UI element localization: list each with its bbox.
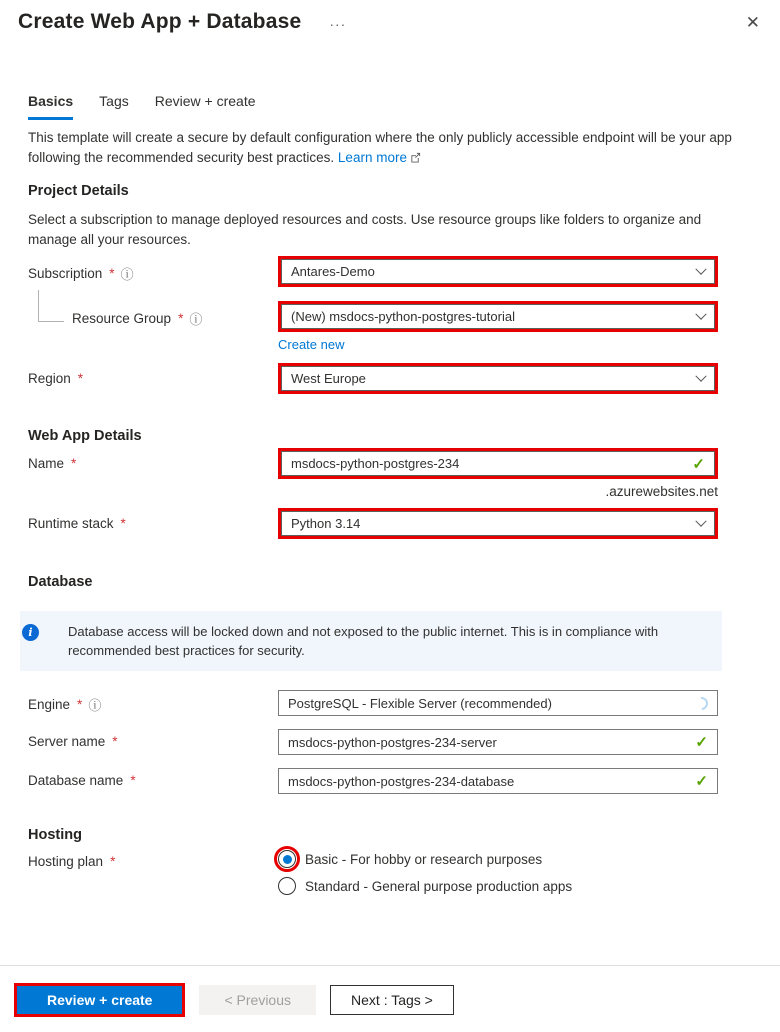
resource-group-row [28,301,718,332]
engine-field[interactable]: PostgreSQL - Flexible Server (recommended) [278,690,718,716]
annotation-highlight [278,363,718,394]
database-info-text: Database access will be locked down and not exposed to the public internet. This is in compliance with recommended best practices for security. [68,624,659,658]
tab-basics[interactable]: Basics [28,93,73,120]
radio-button-icon [278,877,296,895]
resource-group-dropdown[interactable]: (New) msdocs-python-postgres-tutorial [281,304,715,329]
valid-check-icon: ✓ [695,734,708,751]
annotation-highlight [278,256,718,287]
tab-review-create[interactable]: Review + create [154,93,256,109]
footer-divider [0,965,780,966]
name-row [28,448,718,479]
server-name-input[interactable]: msdocs-python-postgres-234-server ✓ [278,729,718,755]
chevron-down-icon [695,263,706,274]
loading-spinner-icon [692,694,710,712]
valid-check-icon: ✓ [695,773,708,790]
subscription-label: Subscription * ⓘ [28,266,134,283]
required-asterisk: * [130,773,136,788]
database-heading: Database [28,574,93,590]
region-dropdown[interactable]: West Europe [281,366,715,391]
more-options-icon[interactable]: ··· [329,16,347,32]
hosting-plan-radio-basic[interactable] [278,850,718,868]
database-name-input[interactable]: msdocs-python-postgres-234-database ✓ [278,768,718,794]
annotation-highlight [14,983,185,1017]
annotation-highlight [274,846,300,872]
required-asterisk: * [178,311,184,326]
close-icon[interactable]: ✕ [745,13,760,32]
annotation-highlight [278,508,718,539]
project-details-heading: Project Details [28,183,129,199]
wizard-tabs [28,93,256,120]
template-description-text: This template will create a secure by default configuration where the only publicly accessible endpoint will be your app following the recommended security best practices. [28,130,732,165]
required-asterisk: * [77,697,83,712]
previous-button[interactable]: < Previous [199,985,316,1015]
radio-label: Basic - For hobby or research purposes [305,851,543,867]
required-asterisk: * [120,516,126,531]
engine-row [28,690,718,716]
region-row [28,363,718,394]
footer-actions [14,983,454,1017]
info-icon[interactable]: ⓘ [120,268,134,283]
hosting-heading: Hosting [28,827,82,843]
chevron-down-icon [695,515,706,526]
annotation-highlight [278,301,718,332]
required-asterisk: * [110,854,116,869]
required-asterisk: * [77,371,84,386]
runtime-stack-dropdown[interactable]: Python 3.14 [281,511,715,536]
required-asterisk: * [71,456,77,471]
radio-label: Standard - General purpose production apps [305,878,573,894]
hosting-plan-row [28,849,718,904]
subscription-dropdown[interactable]: Antares-Demo [281,259,715,284]
tab-tags[interactable]: Tags [99,93,129,109]
info-filled-icon: i [22,624,39,641]
web-app-details-heading: Web App Details [28,428,142,444]
next-tags-button[interactable]: Next : Tags > [330,985,454,1015]
engine-label: Engine * ⓘ [28,697,102,714]
external-link-icon [410,149,421,169]
domain-suffix: .azurewebsites.net [605,484,718,499]
info-icon[interactable]: ⓘ [88,699,102,714]
project-details-description: Select a subscription to manage deployed resources and costs. Use resource groups like folders to organize and manage all your resources. [28,212,702,247]
runtime-stack-label: Runtime stack * [28,516,126,531]
database-name-row [28,768,718,794]
resource-group-label: Resource Group * ⓘ [72,311,203,328]
hosting-plan-radio-standard[interactable] [278,877,718,895]
page-title: Create Web App + Database [18,10,302,33]
database-info-banner [20,611,722,671]
subscription-row [28,256,718,287]
valid-check-icon: ✓ [692,455,705,473]
region-label: Region * [28,371,84,386]
chevron-down-icon [695,370,706,381]
review-create-button[interactable]: Review + create [17,986,182,1014]
runtime-stack-row [28,508,718,539]
name-label: Name * [28,456,77,471]
template-description [28,128,734,169]
server-name-label: Server name * [28,734,118,749]
server-name-row [28,729,718,755]
chevron-down-icon [695,308,706,319]
required-asterisk: * [109,266,115,281]
database-name-label: Database name * [28,773,136,788]
learn-more-link[interactable]: Learn more [337,150,407,165]
required-asterisk: * [112,734,118,749]
pane-header [18,10,760,34]
annotation-highlight [278,448,718,479]
name-input[interactable]: msdocs-python-postgres-234 ✓ [281,451,715,476]
radio-button-icon [278,850,296,868]
create-new-link[interactable]: Create new [278,337,345,352]
hosting-plan-label: Hosting plan * [28,854,116,869]
info-icon[interactable]: ⓘ [189,313,203,328]
